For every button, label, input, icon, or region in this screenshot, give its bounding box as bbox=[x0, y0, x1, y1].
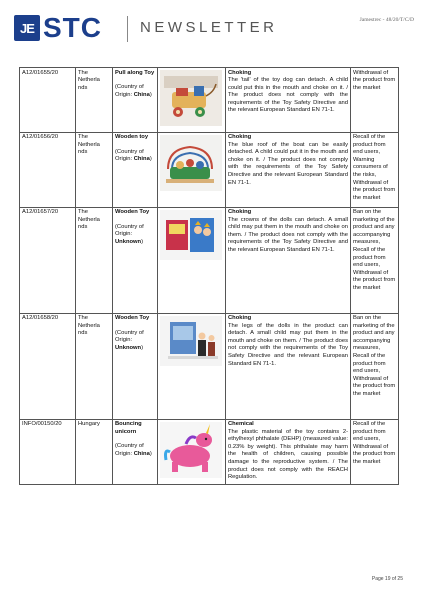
product-name: Wooden Toy bbox=[115, 209, 150, 216]
origin-label: (Country of Origin: Unknown) bbox=[115, 223, 144, 245]
product-name: Wooden toy bbox=[115, 134, 149, 141]
logo-mark: JE bbox=[14, 15, 40, 41]
product-name: Bouncing unicorn bbox=[115, 421, 142, 435]
risk-cell bbox=[226, 313, 351, 419]
ref-cell: A12/01656/20 bbox=[20, 132, 76, 207]
page-number: Page 19 of 25 bbox=[371, 576, 403, 582]
risk-description: The legs of the dolls in the product can detach. A small child may put them in the mouth and choke on them. / The product does not comply with the requirements of the Toy Safety Directive and the relevant European Standard EN 71-1. bbox=[228, 322, 348, 367]
logo-text: STC bbox=[43, 12, 102, 43]
pull-along-dog-toy-photo bbox=[160, 70, 222, 126]
product-name: Wooden Toy bbox=[115, 315, 150, 322]
table-row bbox=[20, 207, 399, 313]
risk-type: Choking bbox=[228, 134, 252, 141]
risk-cell bbox=[226, 68, 351, 133]
risk-type: Chemical bbox=[228, 421, 254, 428]
wooden-boat-toy-photo bbox=[160, 135, 222, 191]
wooden-dolls-blue-box-photo bbox=[160, 316, 222, 366]
risk-type: Choking bbox=[228, 69, 252, 76]
country-cell: The Netherla nds bbox=[76, 313, 113, 419]
product-cell bbox=[113, 313, 158, 419]
product-cell bbox=[113, 207, 158, 313]
risk-cell bbox=[226, 207, 351, 313]
ref-cell: A12/01655/20 bbox=[20, 68, 76, 133]
origin-label: (Country of Origin: China) bbox=[115, 148, 152, 163]
measures-cell: Ban on the marketing of the product and any accompanying measures, Recall of the product from end users, Withdrawal of the product from the market bbox=[351, 207, 399, 313]
product-image-cell bbox=[158, 313, 226, 419]
measures-cell: Withdrawal of the product from the market bbox=[351, 68, 399, 133]
ref-cell: A12/01658/20 bbox=[20, 313, 76, 419]
table-row bbox=[20, 419, 399, 484]
risk-description: The 'tail' of the toy dog can detach. A child could put this in the mouth and choke on it. / The product does not comply with the requirements of the Toy Safety Directive and the relevant European Standard EN 71-1. bbox=[228, 77, 348, 114]
risk-cell bbox=[226, 132, 351, 207]
product-image-cell bbox=[158, 419, 226, 484]
country-cell: The Netherla nds bbox=[76, 132, 113, 207]
product-name: Pull along Toy bbox=[115, 69, 155, 76]
product-cell bbox=[113, 419, 158, 484]
origin-value: China bbox=[133, 450, 150, 457]
country-cell: Hungary bbox=[76, 419, 113, 484]
origin-value: China bbox=[133, 91, 150, 98]
header-divider bbox=[127, 16, 128, 42]
origin-value: Unknown bbox=[115, 238, 142, 245]
risk-description: The crowns of the dolls can detach. A small child may put them in the mouth and choke on them. / The product does not comply with the requirements of the Toy Safety Directive and the relevant European Standard EN 71-1. bbox=[228, 216, 348, 254]
table-row bbox=[20, 313, 399, 419]
measures-cell: Ban on the marketing of the product and any accompanying measures, Recall of the product from end users, Withdrawal of the product from the market bbox=[351, 313, 399, 419]
origin-value: China bbox=[133, 156, 150, 163]
inflatable-unicorn-photo bbox=[160, 422, 222, 478]
origin-label: (Country of Origin: China) bbox=[115, 443, 152, 457]
country-cell: The Netherla nds bbox=[76, 68, 113, 133]
product-image-cell bbox=[158, 207, 226, 313]
risk-description: The blue roof of the boat can be easily detached. A child could put it in the mouth and choke on it. / The product does not comply with the requirements of the Toy Safety Directive and the relevant European Standard EN 71-1. bbox=[228, 141, 348, 186]
origin-label: (Country of Origin: China) bbox=[115, 84, 152, 98]
risk-type: Choking bbox=[228, 209, 252, 216]
risk-cell bbox=[226, 419, 351, 484]
origin-value: Unknown bbox=[115, 344, 142, 351]
table-row bbox=[20, 68, 399, 133]
issue-label: Jamestrec - 48/20/T/C/D bbox=[359, 17, 414, 23]
rapex-notifications-table bbox=[19, 67, 399, 485]
newsletter-title: NEWSLETTER bbox=[140, 19, 278, 36]
product-image-cell bbox=[158, 68, 226, 133]
product-image-cell bbox=[158, 132, 226, 207]
origin-label: (Country of Origin: Unknown) bbox=[115, 329, 144, 351]
measures-cell: Recall of the product from end users, Warning consumers of the risks, Withdrawal of the product from the market bbox=[351, 132, 399, 207]
product-cell bbox=[113, 68, 158, 133]
page-header bbox=[14, 10, 414, 48]
risk-type: Choking bbox=[228, 315, 252, 322]
stc-logo bbox=[14, 14, 102, 42]
wooden-dolls-box-photo bbox=[160, 210, 222, 260]
table-row bbox=[20, 132, 399, 207]
measures-cell: Recall of the product from end users, Withdrawal of the product from the market bbox=[351, 419, 399, 484]
ref-cell: INFO/00150/20 bbox=[20, 419, 76, 484]
risk-description: The plastic material of the toy contains 2-ethylhexyl phthalate (DEHP) (measured value: 0.23% by weight). This phthalate may harm the health of children, causing possible damage to the reproductive system. / The product does not comply with the REACH Regulation. bbox=[228, 428, 348, 481]
country-cell: The Netherla nds bbox=[76, 207, 113, 313]
ref-cell: A12/01657/20 bbox=[20, 207, 76, 313]
product-cell bbox=[113, 132, 158, 207]
